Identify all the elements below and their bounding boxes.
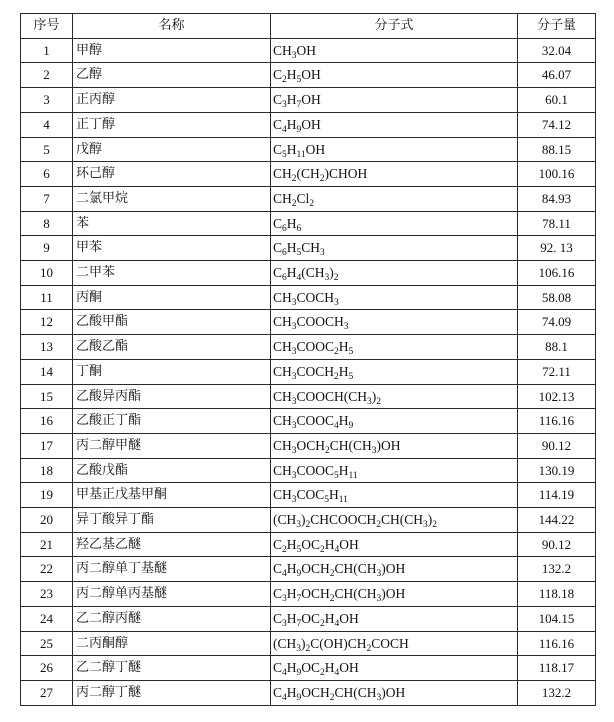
cell-formula: $CH_2(CH_2)CHOH$ [271, 162, 518, 187]
cell-formula: $CH_3COOC_5H_{11}$ [271, 458, 518, 483]
cell-mw: 46.07 [518, 63, 596, 88]
cell-formula: $CH_3OCH_2CH(CH_3)OH$ [271, 433, 518, 458]
table-row [21, 384, 596, 409]
cell-formula: $CH_3COOC_4H_9$ [271, 409, 518, 434]
cell-name: 甲苯 [73, 236, 271, 261]
table-row [21, 310, 596, 335]
cell-name: 乙酸戊酯 [73, 458, 271, 483]
cell-name: 乙酸甲酯 [73, 310, 271, 335]
cell-mw: 132.2 [518, 557, 596, 582]
cell-no: 27 [21, 680, 73, 705]
cell-mw: 84.93 [518, 186, 596, 211]
header-name: 名称 [73, 14, 271, 39]
cell-formula: $C_2H_5OH$ [271, 63, 518, 88]
table-row [21, 680, 596, 705]
cell-formula: $C_6H_6$ [271, 211, 518, 236]
table-row [21, 359, 596, 384]
cell-formula: $C_2H_5OC_2H_4OH$ [271, 532, 518, 557]
cell-no: 10 [21, 261, 73, 286]
cell-no: 24 [21, 606, 73, 631]
cell-mw: 32.04 [518, 38, 596, 63]
cell-mw: 74.09 [518, 310, 596, 335]
cell-formula: $CH_3OH$ [271, 38, 518, 63]
header-row [21, 14, 596, 39]
table-row [21, 656, 596, 681]
header-no: 序号 [21, 14, 73, 39]
cell-formula: $C_3H_7OCH_2CH(CH_3)OH$ [271, 582, 518, 607]
compound-table [20, 13, 596, 706]
cell-formula: $C_6H_5CH_3$ [271, 236, 518, 261]
cell-formula: $C_5H_{11}OH$ [271, 137, 518, 162]
cell-mw: 90.12 [518, 433, 596, 458]
cell-formula: $CH_3COOC_2H_5$ [271, 335, 518, 360]
table-row [21, 532, 596, 557]
table-row [21, 433, 596, 458]
table-row [21, 606, 596, 631]
cell-mw: 78.11 [518, 211, 596, 236]
table-row [21, 137, 596, 162]
table-row [21, 186, 596, 211]
table-row [21, 483, 596, 508]
cell-name: 戊醇 [73, 137, 271, 162]
table-row [21, 285, 596, 310]
cell-no: 14 [21, 359, 73, 384]
cell-no: 17 [21, 433, 73, 458]
table-row [21, 236, 596, 261]
cell-mw: 144.22 [518, 508, 596, 533]
cell-name: 乙醇 [73, 63, 271, 88]
cell-name: 环己醇 [73, 162, 271, 187]
cell-mw: 74.12 [518, 112, 596, 137]
cell-name: 丙酮 [73, 285, 271, 310]
cell-no: 2 [21, 63, 73, 88]
cell-no: 12 [21, 310, 73, 335]
cell-no: 26 [21, 656, 73, 681]
cell-formula: $(CH_3)_2C(OH)CH_2COCH$ [271, 631, 518, 656]
cell-mw: 116.16 [518, 409, 596, 434]
cell-formula: $CH_2Cl_2$ [271, 186, 518, 211]
table-row [21, 112, 596, 137]
cell-formula: $CH_3COOCH_3$ [271, 310, 518, 335]
cell-name: 二甲苯 [73, 261, 271, 286]
table-row [21, 162, 596, 187]
table-row [21, 508, 596, 533]
cell-no: 6 [21, 162, 73, 187]
cell-no: 3 [21, 88, 73, 113]
cell-mw: 88.1 [518, 335, 596, 360]
table-row [21, 458, 596, 483]
cell-name: 羟乙基乙醚 [73, 532, 271, 557]
cell-formula: $C_3H_7OC_2H_4OH$ [271, 606, 518, 631]
cell-formula: $C_6H_4(CH_3)_2$ [271, 261, 518, 286]
cell-no: 11 [21, 285, 73, 310]
cell-no: 18 [21, 458, 73, 483]
cell-formula: $(CH_3)_2CHCOOCH_2CH(CH_3)_2$ [271, 508, 518, 533]
cell-no: 21 [21, 532, 73, 557]
cell-mw: 58.08 [518, 285, 596, 310]
cell-formula: $C_4H_9OCH_2CH(CH_3)OH$ [271, 680, 518, 705]
cell-mw: 118.17 [518, 656, 596, 681]
cell-no: 5 [21, 137, 73, 162]
cell-no: 9 [21, 236, 73, 261]
table-body [21, 38, 596, 705]
cell-name: 二氯甲烷 [73, 186, 271, 211]
cell-mw: 116.16 [518, 631, 596, 656]
table-row [21, 211, 596, 236]
cell-no: 8 [21, 211, 73, 236]
cell-mw: 90.12 [518, 532, 596, 557]
cell-name: 丁酮 [73, 359, 271, 384]
table-row [21, 631, 596, 656]
cell-no: 7 [21, 186, 73, 211]
cell-no: 4 [21, 112, 73, 137]
cell-formula: $CH_3COOCH(CH_3)_2$ [271, 384, 518, 409]
cell-name: 乙二醇丁醚 [73, 656, 271, 681]
cell-formula: $CH_3COCH_3$ [271, 285, 518, 310]
table-row [21, 335, 596, 360]
cell-name: 苯 [73, 211, 271, 236]
table-row [21, 261, 596, 286]
cell-name: 乙二醇丙醚 [73, 606, 271, 631]
cell-mw: 60.1 [518, 88, 596, 113]
cell-mw: 102.13 [518, 384, 596, 409]
cell-name: 丙二醇单丙基醚 [73, 582, 271, 607]
cell-name: 二丙酮醇 [73, 631, 271, 656]
cell-formula: $C_3H_7OH$ [271, 88, 518, 113]
cell-mw: 92. 13 [518, 236, 596, 261]
cell-mw: 104.15 [518, 606, 596, 631]
cell-name: 甲醇 [73, 38, 271, 63]
table-row [21, 38, 596, 63]
cell-name: 丙二醇丁醚 [73, 680, 271, 705]
cell-no: 15 [21, 384, 73, 409]
cell-name: 正丁醇 [73, 112, 271, 137]
cell-no: 23 [21, 582, 73, 607]
cell-mw: 130.19 [518, 458, 596, 483]
cell-no: 13 [21, 335, 73, 360]
table-row [21, 557, 596, 582]
cell-name: 丙二醇单丁基醚 [73, 557, 271, 582]
cell-formula: $C_4H_9OC_2H_4OH$ [271, 656, 518, 681]
table-row [21, 88, 596, 113]
cell-mw: 132.2 [518, 680, 596, 705]
cell-mw: 100.16 [518, 162, 596, 187]
header-formula: 分子式 [271, 14, 518, 39]
cell-formula: $C_4H_9OH$ [271, 112, 518, 137]
cell-no: 16 [21, 409, 73, 434]
cell-no: 1 [21, 38, 73, 63]
table-row [21, 582, 596, 607]
cell-name: 乙酸乙酯 [73, 335, 271, 360]
cell-mw: 72.11 [518, 359, 596, 384]
cell-name: 甲基正戊基甲酮 [73, 483, 271, 508]
cell-no: 22 [21, 557, 73, 582]
header-mw: 分子量 [518, 14, 596, 39]
cell-formula: $C_4H_9OCH_2CH(CH_3)OH$ [271, 557, 518, 582]
cell-no: 20 [21, 508, 73, 533]
cell-mw: 88.15 [518, 137, 596, 162]
cell-mw: 106.16 [518, 261, 596, 286]
cell-no: 25 [21, 631, 73, 656]
cell-mw: 118.18 [518, 582, 596, 607]
cell-name: 乙酸异丙酯 [73, 384, 271, 409]
cell-mw: 114.19 [518, 483, 596, 508]
cell-name: 乙酸正丁酯 [73, 409, 271, 434]
cell-name: 丙二醇甲醚 [73, 433, 271, 458]
cell-name: 正丙醇 [73, 88, 271, 113]
table-row [21, 409, 596, 434]
cell-name: 异丁酸异丁酯 [73, 508, 271, 533]
cell-formula: $CH_3COCH_2H_5$ [271, 359, 518, 384]
cell-no: 19 [21, 483, 73, 508]
table-row [21, 63, 596, 88]
cell-formula: $CH_3COC_5H_{11}$ [271, 483, 518, 508]
